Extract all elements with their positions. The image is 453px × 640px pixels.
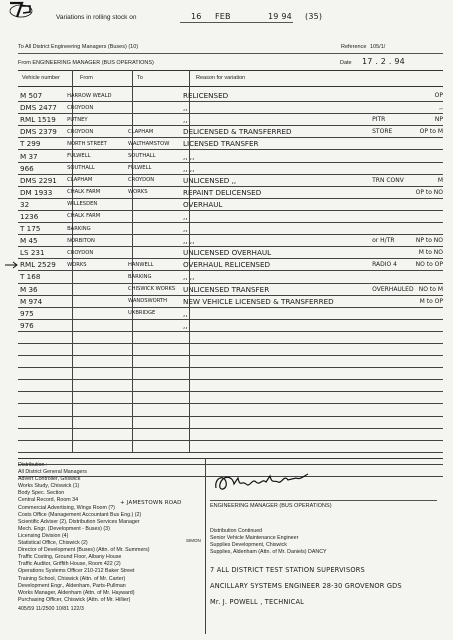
- from-cell: [65, 343, 126, 355]
- table-row: [18, 102, 443, 114]
- date-value: 17 . 2 . 94: [362, 57, 405, 66]
- from-cell: CLAPHAM: [65, 174, 126, 186]
- table-row: [18, 404, 443, 416]
- from-cell: WORKS: [65, 259, 126, 271]
- table-row: [18, 198, 443, 210]
- distribution-item: Purchasing Officer, Chiswick (Attn. of Mr. Hillier): [18, 596, 131, 603]
- to-cell: CHISWICK WORKS: [126, 283, 181, 295]
- table-row: [18, 235, 443, 247]
- distribution-item: Advert Controller, Griswick: [18, 476, 81, 483]
- reason-cell: [181, 331, 370, 343]
- vehicle-cell: T 175: [18, 223, 65, 235]
- extra-cell: [370, 416, 413, 428]
- to-cell: [126, 380, 181, 392]
- reason-cell: UNLICENSED TRANSFER: [181, 283, 370, 295]
- table-row: [18, 114, 443, 126]
- reason-cell: ,,: [181, 307, 370, 319]
- to-cell: [126, 416, 181, 428]
- distribution-label: Distribution :: [18, 462, 48, 468]
- reason-cell: ,, ,,: [181, 271, 370, 283]
- signature-icon: [212, 470, 312, 496]
- header-rule: [18, 70, 443, 71]
- code-cell: [414, 392, 443, 404]
- extra-cell: RADIO 4: [370, 259, 413, 271]
- table-row: [18, 319, 443, 331]
- extra-cell: [370, 271, 413, 283]
- to-cell: [126, 428, 181, 440]
- reason-cell: ,,: [181, 102, 370, 114]
- table-row: [18, 247, 443, 259]
- extra-cell: PITR: [370, 114, 413, 126]
- reason-cell: OVERHAUL RELICENSED: [181, 259, 370, 271]
- table-row: [18, 440, 443, 452]
- table-row: [18, 331, 443, 343]
- distribution-item: Body Spec. Section: [18, 490, 65, 497]
- distribution-item: Director of Development (Buses) (Attn. of Mr. Summers): [18, 547, 150, 554]
- to-cell: [126, 210, 181, 222]
- to-cell: [126, 356, 181, 368]
- code-cell: [414, 343, 443, 355]
- simon-annotation: SIMON: [186, 538, 201, 543]
- table-row: [18, 416, 443, 428]
- reason-cell: [181, 416, 370, 428]
- column-header-rule: [18, 86, 443, 87]
- code-cell: OP to M: [414, 126, 443, 138]
- to-cell: BARKING: [126, 271, 181, 283]
- handwritten-line-3: Mr. J. POWELL , TECHNICAL: [210, 598, 305, 606]
- reason-cell: [181, 428, 370, 440]
- date-day: 16: [191, 12, 202, 21]
- date-month: FEB: [215, 12, 231, 21]
- to-cell: HANWELL: [126, 259, 181, 271]
- to-cell: [126, 331, 181, 343]
- code-cell: [414, 150, 443, 162]
- code-cell: M to NO: [414, 247, 443, 259]
- vehicle-cell: [18, 380, 65, 392]
- from-cell: [65, 295, 126, 307]
- extra-cell: [370, 138, 413, 150]
- code-cell: [414, 404, 443, 416]
- distribution-item: Traffic Auditor, Griffith House, Room 422 (2): [18, 561, 121, 568]
- code-cell: [414, 368, 443, 380]
- from-cell: WILLESDEN: [65, 198, 126, 210]
- distribution-item: Traffic Costing, Ground Floor, Albany House: [18, 554, 122, 561]
- extra-cell: [370, 331, 413, 343]
- reason-cell: DELICENSED & TRANSFERRED: [181, 126, 370, 138]
- code-cell: [414, 380, 443, 392]
- jamestown-annotation: + JAMESTOWN ROAD: [120, 500, 182, 506]
- vehicle-cell: M 36: [18, 283, 65, 295]
- reason-cell: REPAINT DELICENSED: [181, 186, 370, 198]
- reason-cell: OVERHAUL: [181, 198, 370, 210]
- table-row: [18, 356, 443, 368]
- to-cell: WALTHAMSTOW: [126, 138, 181, 150]
- table-row: [18, 295, 443, 307]
- code-cell: [414, 138, 443, 150]
- distribution-item: Commercial Advertising, Wings Room (?): [18, 504, 115, 511]
- extra-cell: [370, 247, 413, 259]
- table-row: [18, 138, 443, 150]
- reason-cell: [181, 343, 370, 355]
- vehicle-cell: [18, 416, 65, 428]
- from-cell: [65, 404, 126, 416]
- table-row: [18, 283, 443, 295]
- col-to-header: To: [137, 75, 143, 81]
- extra-cell: [370, 150, 413, 162]
- vehicle-cell: DM 1933: [18, 186, 65, 198]
- distribution-continued-label: Distribution Continued: [210, 528, 263, 534]
- table-row: [18, 162, 443, 174]
- to-cell: [126, 198, 181, 210]
- extra-cell: [370, 380, 413, 392]
- extra-cell: [370, 210, 413, 222]
- vehicle-cell: [18, 428, 65, 440]
- extra-cell: [370, 392, 413, 404]
- reason-cell: [181, 356, 370, 368]
- code-cell: [414, 428, 443, 440]
- distribution-item: Training School, Chiswick (Attn. of Mr. Carter): [18, 575, 126, 582]
- to-cell: [126, 368, 181, 380]
- extra-cell: [370, 464, 413, 476]
- to-line: To All District Engineering Managers (Buses) (10): [18, 44, 139, 50]
- reason-cell: ,, ,,: [181, 235, 370, 247]
- reason-cell: UNLICENSED OVERHAUL: [181, 247, 370, 259]
- from-cell: CROYDON: [65, 126, 126, 138]
- vehicle-cell: [18, 392, 65, 404]
- to-cell: UXBRIDGE: [126, 307, 181, 319]
- code-cell: [414, 307, 443, 319]
- from-line: From ENGINEERING MANAGER (BUS OPERATIONS): [18, 60, 154, 66]
- distribution-list: [18, 462, 150, 613]
- table-row: [18, 126, 443, 138]
- code-cell: M to OP: [414, 295, 443, 307]
- from-cell: [65, 356, 126, 368]
- vehicle-cell: [18, 356, 65, 368]
- vehicle-cell: 32: [18, 198, 65, 210]
- to-cell: CLAPHAM: [126, 126, 181, 138]
- from-cell: HARROW WEALD: [65, 90, 126, 102]
- code-cell: [414, 356, 443, 368]
- code-cell: [414, 331, 443, 343]
- vehicle-cell: DMS 2291: [18, 174, 65, 186]
- vehicle-cell: 966: [18, 162, 65, 174]
- from-cell: CHALK FARM: [65, 186, 126, 198]
- extra-cell: [370, 440, 413, 452]
- code-cell: [414, 416, 443, 428]
- vehicle-cell: M 507: [18, 90, 65, 102]
- col-from-header: From: [80, 75, 93, 81]
- col-vehicle-header: Vehicle number: [22, 75, 60, 81]
- extra-cell: [370, 319, 413, 331]
- form-code: 405/59 11/2500 10/81 122/3: [18, 605, 84, 612]
- vehicle-cell: M 37: [18, 150, 65, 162]
- col-reason-header: Reason for variation: [196, 75, 246, 81]
- distribution-item: All District General Managers: [18, 469, 87, 476]
- to-cell: [126, 235, 181, 247]
- vehicle-cell: [18, 368, 65, 380]
- reason-cell: [181, 380, 370, 392]
- signature-title: ENGINEERING MANAGER (BUS OPERATIONS): [210, 503, 332, 509]
- distribution-continued: [210, 528, 327, 556]
- from-cell: SOUTHALL: [65, 162, 126, 174]
- date-year: 19 94: [268, 12, 292, 21]
- table-row: [18, 150, 443, 162]
- reference-label: Reference: [341, 44, 367, 50]
- extra-cell: [370, 102, 413, 114]
- table-row: [18, 428, 443, 440]
- distribution-continued-item: Supplies Development, Chiswick: [210, 542, 287, 549]
- table-row: [18, 186, 443, 198]
- table-row: [18, 392, 443, 404]
- to-cell: [126, 319, 181, 331]
- extra-cell: [370, 223, 413, 235]
- distribution-item: Statistical Office, Chiswick (2): [18, 540, 88, 547]
- table-row: [18, 271, 443, 283]
- from-cell: [65, 428, 126, 440]
- from-cell: [65, 307, 126, 319]
- code-cell: NP: [414, 114, 443, 126]
- code-cell: M: [414, 174, 443, 186]
- from-cell: [65, 380, 126, 392]
- from-cell: NORTH STREET: [65, 138, 126, 150]
- extra-cell: [370, 186, 413, 198]
- to-cell: [126, 404, 181, 416]
- table-row: [18, 174, 443, 186]
- extra-cell: [370, 404, 413, 416]
- to-cell: [126, 392, 181, 404]
- vehicle-cell: T 299: [18, 138, 65, 150]
- footer-divider: [205, 458, 206, 634]
- from-cell: BARKING: [65, 223, 126, 235]
- extra-cell: [370, 368, 413, 380]
- code-cell: [414, 210, 443, 222]
- reason-cell: ,, ,,: [181, 162, 370, 174]
- reason-cell: [181, 368, 370, 380]
- extra-cell: [370, 162, 413, 174]
- distribution-item: Scientific Adviser (2), Distribution Services Manager: [18, 518, 140, 525]
- from-cell: [65, 331, 126, 343]
- extra-cell: [370, 307, 413, 319]
- to-cell: [126, 90, 181, 102]
- distribution-item: Works Study, Chiswick (1): [18, 483, 80, 490]
- sheet-number: (35): [305, 12, 323, 21]
- distribution-item: Operations Systems Officer 210-212 Baker Street: [18, 568, 135, 575]
- to-cell: SOUTHALL: [126, 150, 181, 162]
- from-cell: [65, 416, 126, 428]
- date-label: Date: [340, 60, 352, 66]
- table-row: [18, 380, 443, 392]
- distribution-item: Licensing Division (4): [18, 532, 69, 539]
- code-cell: OP: [414, 90, 443, 102]
- reason-cell: [181, 404, 370, 416]
- vehicle-cell: M 45: [18, 235, 65, 247]
- extra-cell: [370, 198, 413, 210]
- extra-cell: OVERHAULED: [370, 283, 413, 295]
- extra-cell: [370, 343, 413, 355]
- vehicle-cell: [18, 440, 65, 452]
- form-title: Variations in rolling stock on: [56, 14, 137, 21]
- extra-cell: [370, 428, 413, 440]
- to-cell: WORKS: [126, 186, 181, 198]
- vehicle-cell: 976: [18, 319, 65, 331]
- distribution-item: Costs Office (Management Accountant Bus Eng.) (2): [18, 511, 142, 518]
- code-cell: ,,: [414, 102, 443, 114]
- to-cell: [126, 343, 181, 355]
- code-cell: [414, 440, 443, 452]
- from-cell: CROYDON: [65, 247, 126, 259]
- from-cell: [65, 283, 126, 295]
- distribution-item: Development Engr., Aldenham, Parts-Pullman: [18, 582, 126, 589]
- table-row: [18, 307, 443, 319]
- reason-cell: [181, 440, 370, 452]
- from-cell: CHALK FARM: [65, 210, 126, 222]
- to-cell: [126, 114, 181, 126]
- extra-cell: [370, 90, 413, 102]
- code-cell: [414, 319, 443, 331]
- from-cell: [65, 440, 126, 452]
- from-cell: CROYDON: [65, 102, 126, 114]
- from-cell: [65, 271, 126, 283]
- reason-cell: ,,: [181, 114, 370, 126]
- table-row: [18, 368, 443, 380]
- lt-logo-icon: [8, 0, 34, 20]
- vehicle-cell: [18, 331, 65, 343]
- reason-cell: [181, 392, 370, 404]
- to-cell: [126, 102, 181, 114]
- reason-cell: ,,: [181, 210, 370, 222]
- extra-cell: STORE: [370, 126, 413, 138]
- code-cell: [414, 464, 443, 476]
- vehicle-cell: LS 231: [18, 247, 65, 259]
- to-cell: WANDSWORTH: [126, 295, 181, 307]
- code-cell: NP to NO: [414, 235, 443, 247]
- code-cell: OP to NO: [414, 186, 443, 198]
- from-cell: [65, 392, 126, 404]
- vehicle-cell: [18, 343, 65, 355]
- title-underline: [180, 22, 293, 23]
- vehicle-cell: 1236: [18, 210, 65, 222]
- to-cell: [126, 223, 181, 235]
- from-cell: [65, 319, 126, 331]
- table-row: [18, 259, 443, 271]
- reference-value: 105/1/: [370, 44, 386, 50]
- divider: [18, 53, 443, 54]
- to-cell: [126, 247, 181, 259]
- from-cell: [65, 368, 126, 380]
- handwritten-line-1: 7 ALL DISTRICT TEST STATION SUPERVISORS: [210, 566, 365, 574]
- to-cell: CROYDON: [126, 174, 181, 186]
- distribution-item: Mech. Engr. (Development - Buses) (3): [18, 525, 110, 532]
- from-cell: FULWELL: [65, 150, 126, 162]
- arrow-icon: [4, 261, 20, 269]
- extra-cell: [370, 356, 413, 368]
- vehicle-cell: M 974: [18, 295, 65, 307]
- distribution-continued-item: Senior Vehicle Maintenance Engineer: [210, 535, 299, 542]
- extra-cell: or H/TR: [370, 235, 413, 247]
- vehicle-cell: T 168: [18, 271, 65, 283]
- vehicle-cell: 975: [18, 307, 65, 319]
- footer-rule: [18, 458, 443, 459]
- reason-cell: RELICENSED: [181, 90, 370, 102]
- distribution-continued-item: Supplies, Aldenham (Attn. of Mr. Daniels) DANCY: [210, 549, 327, 556]
- reason-cell: ,, ,,: [181, 150, 370, 162]
- vehicle-cell: RML 2529: [18, 259, 65, 271]
- distribution-item: Central Record, Room 34: [18, 497, 79, 504]
- table-row: [18, 343, 443, 355]
- table-row: [18, 210, 443, 222]
- vehicle-cell: DMS 2477: [18, 102, 65, 114]
- code-cell: [414, 162, 443, 174]
- to-cell: FULWELL: [126, 162, 181, 174]
- from-cell: NORBITON: [65, 235, 126, 247]
- reason-cell: UNLICENSED ,,: [181, 174, 370, 186]
- extra-cell: [370, 295, 413, 307]
- handwritten-line-2: ANCILLARY SYSTEMS ENGINEER 28-30 GROVENOR GDS: [210, 582, 402, 590]
- code-cell: [414, 271, 443, 283]
- from-cell: PUTNEY: [65, 114, 126, 126]
- vehicle-cell: RML 1519: [18, 114, 65, 126]
- code-cell: NO to OP: [414, 259, 443, 271]
- code-cell: [414, 223, 443, 235]
- reason-cell: NEW VEHICLE LICENSED & TRANSFERRED: [181, 295, 370, 307]
- distribution-item: Works Manager, Aldenham (Attn. of Mr. Hayward): [18, 589, 135, 596]
- reason-cell: ,,: [181, 319, 370, 331]
- code-cell: NO to M: [414, 283, 443, 295]
- variations-table: [18, 90, 443, 477]
- extra-cell: TRN CONV: [370, 174, 413, 186]
- table-row: [18, 90, 443, 102]
- vehicle-cell: [18, 404, 65, 416]
- code-cell: [414, 198, 443, 210]
- reason-cell: ,,: [181, 223, 370, 235]
- table-row: [18, 223, 443, 235]
- vehicle-cell: DMS 2379: [18, 126, 65, 138]
- signature-line: [210, 500, 437, 501]
- to-cell: [126, 440, 181, 452]
- reason-cell: LICENSED TRANSFER: [181, 138, 370, 150]
